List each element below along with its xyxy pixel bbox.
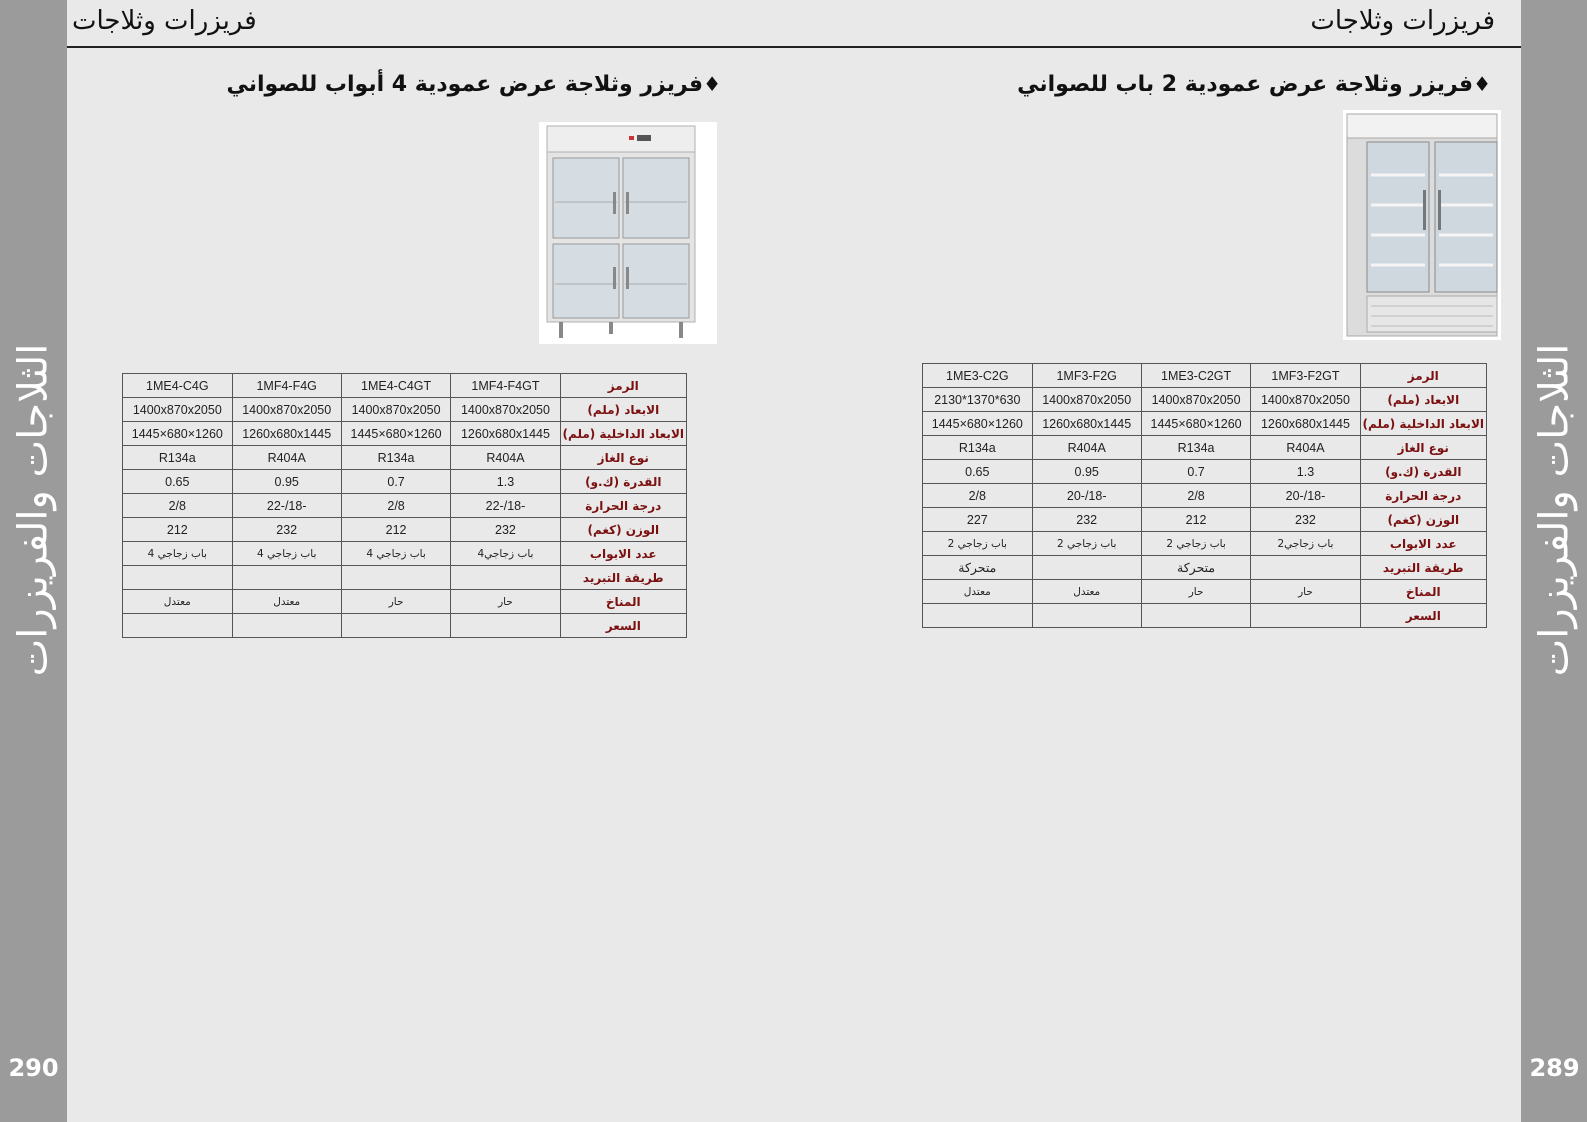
table-cell: 212 [341, 518, 451, 542]
table-cell: 1.3 [1251, 460, 1360, 484]
table-cell: R134a [123, 446, 233, 470]
table-row [923, 556, 1487, 580]
table-cell: 2/8 [123, 494, 233, 518]
row-label: عدد الابواب [1360, 532, 1486, 556]
table-cell [341, 614, 451, 638]
table-cell: 0.7 [1141, 460, 1251, 484]
row-label: المناخ [1360, 580, 1486, 604]
right-side-title-text: الثلاجات والفريزرات [1531, 343, 1578, 677]
table-cell: باب زجاجي 2 [1141, 532, 1251, 556]
table-cell: 1ME4-C4G [123, 374, 233, 398]
table-cell: 227 [923, 508, 1033, 532]
left-spec-table [122, 373, 687, 638]
table-row [123, 542, 687, 566]
table-cell: 630*1370*2130 [923, 388, 1033, 412]
table-cell: باب زجاجي4 [451, 542, 560, 566]
table-cell: R134a [1141, 436, 1251, 460]
table-cell: 1ME3-C2G [923, 364, 1033, 388]
table-cell: 212 [123, 518, 233, 542]
table-cell: 1260×680×1445 [1141, 412, 1251, 436]
left-side-title-text: الثلاجات والفريزرات [10, 343, 57, 677]
table-cell [1032, 604, 1141, 628]
table-cell: R404A [1032, 436, 1141, 460]
table-cell: -18/-22 [451, 494, 560, 518]
two-door-fridge-icon [1343, 110, 1501, 340]
table-cell [1141, 604, 1251, 628]
table-row [123, 374, 687, 398]
row-label: القدرة (ك.و) [560, 470, 686, 494]
table-cell: معتدل [123, 590, 233, 614]
row-label: نوع الغاز [1360, 436, 1486, 460]
table-row [123, 446, 687, 470]
table-cell: 1260x680x1445 [1251, 412, 1360, 436]
diamond-bullet-icon: ♦ [1473, 72, 1491, 96]
table-cell: 1MF3-F2G [1032, 364, 1141, 388]
table-cell: 1MF3-F2GT [1251, 364, 1360, 388]
table-cell: -18/-20 [1251, 484, 1360, 508]
table-cell [1251, 556, 1360, 580]
left-side-title [0, 330, 67, 690]
table-cell: 1ME3-C2GT [1141, 364, 1251, 388]
table-row [923, 364, 1487, 388]
table-cell [232, 614, 341, 638]
right-section-title [1017, 72, 1491, 97]
table-cell: حار [1251, 580, 1360, 604]
table-cell: 1ME4-C4GT [341, 374, 451, 398]
table-row [923, 436, 1487, 460]
right-section-title-text: فريزر وثلاجة عرض عمودية 2 باب للصواني [1017, 72, 1474, 97]
table-cell: 1400x870x2050 [1251, 388, 1360, 412]
table-cell: معتدل [232, 590, 341, 614]
row-label: الرمز [1360, 364, 1486, 388]
right-spec-table [922, 363, 1487, 628]
table-cell: 2/8 [1141, 484, 1251, 508]
table-cell: باب زجاجي 4 [123, 542, 233, 566]
left-page-number: 290 [8, 1054, 59, 1082]
table-row [123, 590, 687, 614]
table-cell [451, 566, 560, 590]
table-cell: 1260×680×1445 [341, 422, 451, 446]
row-label: الوزن (كغم) [560, 518, 686, 542]
table-cell [1251, 604, 1360, 628]
table-row [123, 494, 687, 518]
table-cell: باب زجاجي 2 [1032, 532, 1141, 556]
row-label: درجة الحرارة [560, 494, 686, 518]
table-cell: باب زجاجي 4 [341, 542, 451, 566]
table-cell: 212 [1141, 508, 1251, 532]
table-row [123, 566, 687, 590]
table-cell [341, 566, 451, 590]
row-label: طريقة التبريد [1360, 556, 1486, 580]
table-cell: 1MF4-F4GT [451, 374, 560, 398]
row-label: الابعاد (ملم) [1360, 388, 1486, 412]
table-cell: 1400x870x2050 [1141, 388, 1251, 412]
row-label: الابعاد الداخلية (ملم) [560, 422, 686, 446]
table-row [123, 518, 687, 542]
table-cell: حار [1141, 580, 1251, 604]
table-cell: 1260×680×1445 [923, 412, 1033, 436]
table-row [123, 422, 687, 446]
table-row [923, 604, 1487, 628]
table-cell [232, 566, 341, 590]
table-cell: 0.65 [923, 460, 1033, 484]
table-cell: متحركة [1141, 556, 1251, 580]
right-spec-table-body [923, 364, 1487, 628]
table-cell: 2/8 [341, 494, 451, 518]
table-cell: متحركة [923, 556, 1033, 580]
table-cell: 0.7 [341, 470, 451, 494]
table-cell [123, 566, 233, 590]
row-label: السعر [1360, 604, 1486, 628]
table-cell: 0.95 [232, 470, 341, 494]
table-cell: معتدل [923, 580, 1033, 604]
table-cell: R404A [1251, 436, 1360, 460]
table-cell: 1260x680x1445 [451, 422, 560, 446]
table-row [923, 580, 1487, 604]
row-label: الابعاد (ملم) [560, 398, 686, 422]
right-side-bar [1521, 0, 1587, 1122]
left-header-title: فريزرات وثلاجات [72, 6, 257, 36]
table-cell: 232 [232, 518, 341, 542]
two-door-fridge-image [1343, 110, 1501, 340]
table-row [123, 398, 687, 422]
left-side-bar [0, 0, 67, 1122]
table-row [923, 532, 1487, 556]
table-cell: 232 [451, 518, 560, 542]
row-label: نوع الغاز [560, 446, 686, 470]
table-cell: R404A [451, 446, 560, 470]
row-label: المناخ [560, 590, 686, 614]
table-cell: 1400x870x2050 [232, 398, 341, 422]
table-row [123, 470, 687, 494]
table-row [923, 412, 1487, 436]
table-cell: -18/-22 [232, 494, 341, 518]
four-door-fridge-image [539, 122, 717, 344]
right-page-number: 289 [1529, 1054, 1580, 1082]
table-cell [451, 614, 560, 638]
right-header-title: فريزرات وثلاجات [1310, 6, 1495, 36]
right-side-title [1521, 330, 1587, 690]
row-label: السعر [560, 614, 686, 638]
left-section-title [226, 72, 721, 97]
row-label: الابعاد الداخلية (ملم) [1360, 412, 1486, 436]
left-section-title-text: فريزر وثلاجة عرض عمودية 4 أبواب للصواني [226, 72, 704, 97]
table-cell: 1260x680x1445 [232, 422, 341, 446]
row-label: الوزن (كغم) [1360, 508, 1486, 532]
four-door-fridge-icon [539, 122, 717, 344]
table-cell: 1400x870x2050 [451, 398, 560, 422]
table-cell: R134a [923, 436, 1033, 460]
table-row [123, 614, 687, 638]
table-cell [1032, 556, 1141, 580]
table-row [923, 484, 1487, 508]
table-cell: 2/8 [923, 484, 1033, 508]
table-row [923, 460, 1487, 484]
table-row [923, 508, 1487, 532]
table-cell: حار [341, 590, 451, 614]
left-spec-table-body [123, 374, 687, 638]
table-cell: 1260×680×1445 [123, 422, 233, 446]
table-cell: باب زجاجي 4 [232, 542, 341, 566]
table-cell: 1.3 [451, 470, 560, 494]
row-label: الرمز [560, 374, 686, 398]
header-divider [67, 46, 1521, 48]
table-row [923, 388, 1487, 412]
row-label: عدد الابواب [560, 542, 686, 566]
row-label: طريقة التبريد [560, 566, 686, 590]
table-cell: R404A [232, 446, 341, 470]
table-cell: باب زجاجي2 [1251, 532, 1360, 556]
table-cell: -18/-20 [1032, 484, 1141, 508]
table-cell: معتدل [1032, 580, 1141, 604]
table-cell: 232 [1251, 508, 1360, 532]
table-cell [123, 614, 233, 638]
row-label: درجة الحرارة [1360, 484, 1486, 508]
table-cell: R134a [341, 446, 451, 470]
table-cell: 1400x870x2050 [123, 398, 233, 422]
diamond-bullet-icon: ♦ [703, 72, 721, 96]
table-cell: 1MF4-F4G [232, 374, 341, 398]
row-label: القدرة (ك.و) [1360, 460, 1486, 484]
table-cell: باب زجاجي 2 [923, 532, 1033, 556]
table-cell: 0.65 [123, 470, 233, 494]
table-cell: 1260x680x1445 [1032, 412, 1141, 436]
table-cell: 1400x870x2050 [341, 398, 451, 422]
table-cell: حار [451, 590, 560, 614]
table-cell: 0.95 [1032, 460, 1141, 484]
table-cell [923, 604, 1033, 628]
table-cell: 1400x870x2050 [1032, 388, 1141, 412]
table-cell: 232 [1032, 508, 1141, 532]
